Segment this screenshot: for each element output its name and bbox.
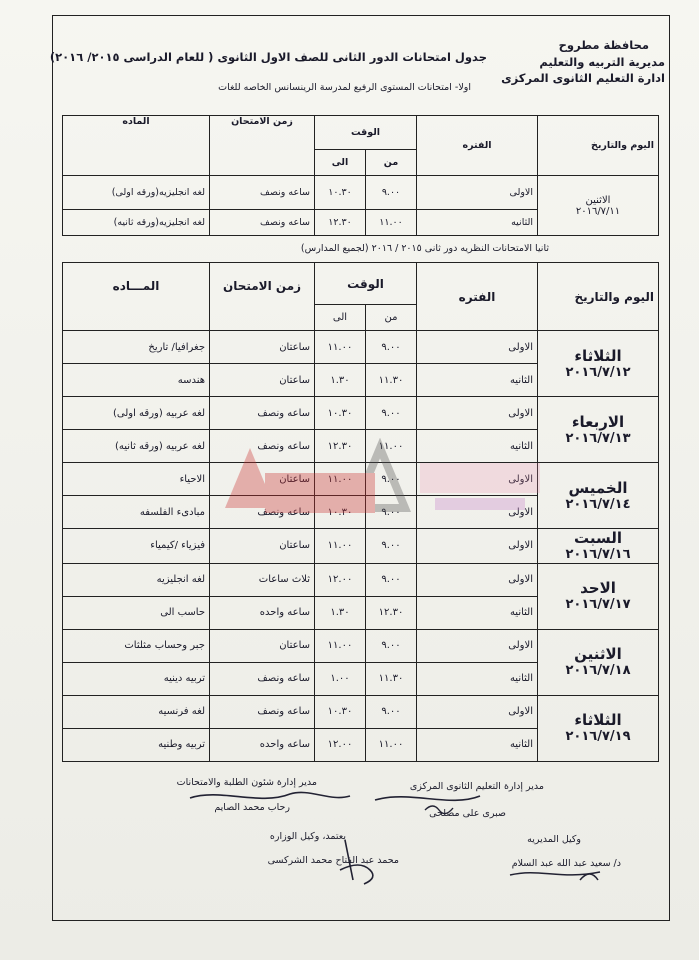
day-cell [538,463,659,529]
day-name: الاثنين [585,194,611,206]
header-to: الى [315,150,366,176]
day-cell [538,331,659,397]
period-cell: الاولى [417,397,538,430]
level-exams-table [62,115,659,236]
duration-cell: ساعتان [210,629,315,662]
duration-cell: ثلاث ساعات [210,563,315,596]
from-cell: ١١.٠٠ [366,430,417,463]
period-cell: الاولى [417,331,538,364]
duration-cell: ساعتان [210,364,315,397]
from-cell: ٩.٠٠ [366,397,417,430]
to-cell: ١٢.٣٠ [315,430,366,463]
period-cell: الاولى [417,695,538,728]
section-two-heading: ثانيا الامتحانات النظريه دور ثانى ٢٠١٥ / ٢٠١٦ (لجميع المدارس) [300,243,549,254]
from-cell: ٩.٠٠ [366,629,417,662]
day-name: الخميس [568,478,628,497]
to-cell: ١٠.٣٠ [315,695,366,728]
day-date: ٢٠١٦/٧/١٧ [565,597,631,613]
from-cell: ٩.٠٠ [366,176,417,210]
period-cell: الاولى [417,176,538,210]
period-cell: الثانيه [417,662,538,695]
document-title: جدول امتحانات الدور الثانى للصف الاول الثانوى ( للعام الدراسى ٢٠١٥/ ٢٠١٦) [49,50,487,64]
central-manager-name: صبرى على مصلحى [429,808,506,819]
from-cell: ٩.٠٠ [366,529,417,564]
subject-cell: فيزياء /كيمياء [63,529,210,564]
day-name: الثلاثاء [574,711,622,730]
deputy-minister-title: يعتمد، وكيل الوزاره [269,831,346,842]
from-cell: ١١.٠٠ [366,210,417,236]
subject-cell: الاحياء [63,463,210,496]
subject-cell: جبر وحساب مثلثات [63,629,210,662]
day-date: ٢٠١٦/٧/١٦ [565,547,631,562]
to-cell: ١١.٠٠ [315,463,366,496]
from-cell: ٩.٠٠ [366,695,417,728]
theory-exams-table [62,262,659,762]
day-date: ٢٠١٦/٧/١٣ [565,430,631,446]
subject-cell: حاسب الى [63,596,210,629]
table-row [63,463,659,496]
directorate: مديرية التربيه والتعليم [539,55,665,69]
day-date: ٢٠١٦/٧/١٤ [565,496,631,512]
subject-cell: لغه انجليزيه(ورقه اولى) [63,176,210,210]
from-cell: ١١.٣٠ [366,662,417,695]
from-cell: ١٢.٣٠ [366,596,417,629]
governorate: محافظة مطروح [558,38,649,52]
theory-table-body [63,331,659,762]
table-row [63,397,659,430]
table-row [63,529,659,564]
to-cell: ١٠.٣٠ [315,397,366,430]
duration-cell: ساعتان [210,331,315,364]
to-cell: ١.٣٠ [315,364,366,397]
table-row [63,629,659,662]
header-subject: الماده [63,116,210,176]
header-time: الوقت [315,263,417,305]
header-to: الى [315,305,366,331]
period-cell: الثانيه [417,596,538,629]
table-row [63,563,659,596]
day-date: ٢٠١٦/٧/١٢ [565,364,631,380]
day-cell [538,563,659,629]
subject-cell: لغه انجليزيه [63,563,210,596]
duration-cell: ساعه ونصف [210,695,315,728]
duration-cell: ساعه ونصف [210,496,315,529]
period-cell: الاولى [417,629,538,662]
subject-cell: لغه فرنسيه [63,695,210,728]
period-cell: الاولى [417,496,538,529]
header-day: اليوم والتاريخ [538,116,659,176]
directorate-deputy-title: وكيل المديريه [527,834,581,845]
duration-cell: ساعه واحده [210,596,315,629]
period-cell: الثانيه [417,430,538,463]
period-cell: الاولى [417,463,538,496]
from-cell: ٩.٠٠ [366,463,417,496]
day-date: ٢٠١٦/٧/١١ [575,205,621,217]
to-cell: ١٢.٠٠ [315,728,366,761]
to-cell: ١٢.٣٠ [315,210,366,236]
to-cell: ١٠.٣٠ [315,496,366,529]
administration: ادارة التعليم الثانوى المركزى [501,71,665,85]
duration-cell: ساعه ونصف [210,662,315,695]
to-cell: ١١.٠٠ [315,529,366,564]
day-name: السبت [573,529,623,547]
day-cell [538,176,659,236]
table-row [63,331,659,364]
to-cell: ١١.٠٠ [315,331,366,364]
to-cell: ١٠.٣٠ [315,176,366,210]
deputy-minister-name: محمد عبد الفتاح محمد الشركسى [267,855,399,866]
day-name: الاحد [580,579,616,598]
header-duration: زمن الامتحان [210,116,315,176]
from-cell: ٩.٠٠ [366,331,417,364]
period-cell: الاولى [417,563,538,596]
table-row [63,695,659,728]
header-from: من [366,150,417,176]
day-cell [538,397,659,463]
header-duration: زمن الامتحان [210,263,315,331]
header-period: الفتره [417,263,538,331]
to-cell: ١٢.٠٠ [315,563,366,596]
from-cell: ١١.٠٠ [366,728,417,761]
subject-cell: تربيه وطنيه [63,728,210,761]
to-cell: ١.٣٠ [315,596,366,629]
to-cell: ١.٠٠ [315,662,366,695]
day-cell [538,695,659,761]
affairs-manager-title: مدير إدارة شئون الطلبة والامتحانات [176,777,317,788]
period-cell: الاولى [417,529,538,564]
period-cell: الثانيه [417,728,538,761]
duration-cell: ساعه واحده [210,728,315,761]
day-cell [538,629,659,695]
duration-cell: ساعتان [210,463,315,496]
duration-cell: ساعه ونصف [210,210,315,236]
subject-cell: مبادىء الفلسفه [63,496,210,529]
day-date: ٢٠١٦/٧/١٩ [565,729,631,745]
from-cell: ٩.٠٠ [366,496,417,529]
subject-cell: جغرافيا/ تاريخ [63,331,210,364]
to-cell: ١١.٠٠ [315,629,366,662]
header-time: الوقت [315,116,417,150]
duration-cell: ساعه ونصف [210,176,315,210]
header-period: الفتره [417,116,538,176]
header-subject: المـــاده [63,263,210,331]
header-day: اليوم والتاريخ [538,263,659,331]
day-date: ٢٠١٦/٧/١٨ [565,663,631,679]
duration-cell: ساعه ونصف [210,397,315,430]
subject-cell: لغه انجليزيه(ورقه ثانيه) [63,210,210,236]
day-name: الاربعاء [571,412,625,431]
subject-cell: لغه عربيه (ورقه اولى) [63,397,210,430]
from-cell: ١١.٣٠ [366,364,417,397]
affairs-manager-name: رحاب محمد الصايم [214,802,290,813]
header-from: من [366,305,417,331]
directorate-deputy-name: د/ سعيد عبد الله عبد السلام [511,858,621,869]
day-name: الاثنين [574,645,622,664]
subject-cell: تربيه دينيه [63,662,210,695]
duration-cell: ساعتان [210,529,315,564]
subject-cell: هندسه [63,364,210,397]
handwritten-signatures [180,780,660,900]
day-cell [538,529,659,564]
central-manager-title: مدير إدارة التعليم الثانوى المركزى [409,781,544,792]
day-name: الثلاثاء [574,346,622,365]
period-cell: الثانيه [417,210,538,236]
section-one-heading: اولا- امتحانات المستوى الرفيع لمدرسة الرينسانس الخاصه للغات [218,82,471,93]
duration-cell: ساعه ونصف [210,430,315,463]
from-cell: ٩.٠٠ [366,563,417,596]
period-cell: الثانيه [417,364,538,397]
subject-cell: لغه عربيه (ورقه ثانيه) [63,430,210,463]
